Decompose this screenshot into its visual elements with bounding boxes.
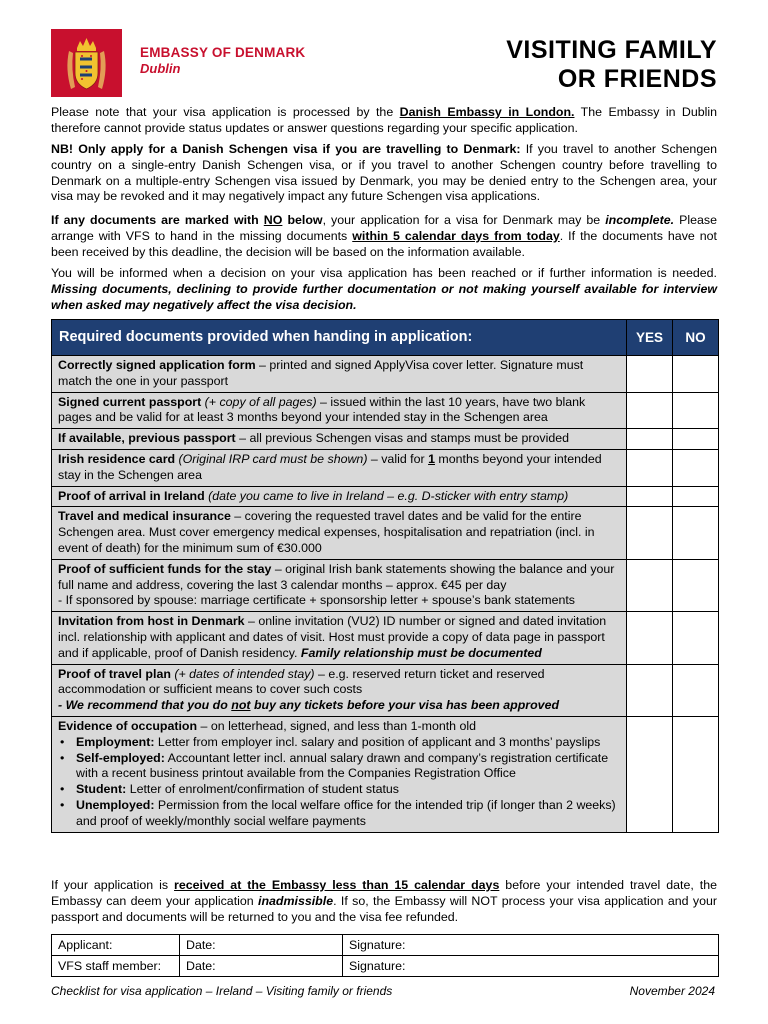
doc-current-passport: Signed current passport (+ copy of all pages) – issued within the last 10 years, have two blank pages and be valid for at least 3 months beyond your intended stay in the Schengen area: [52, 392, 627, 429]
vfs-row: [52, 956, 719, 977]
table-row: [52, 449, 719, 486]
vfs-date-field[interactable]: Date:: [180, 956, 343, 977]
yes-checkbox[interactable]: [627, 429, 673, 450]
page-title: [506, 36, 717, 94]
embassy-logo: [51, 29, 122, 97]
title-line-2: OR FRIENDS: [557, 65, 717, 93]
list-item: • Student: Letter of enrolment/confirmation of student status: [58, 782, 620, 798]
coat-of-arms-icon: [51, 29, 122, 97]
table-row: [52, 486, 719, 507]
footer: [51, 984, 717, 998]
p3-deadline: within 5 calendar days from today: [352, 228, 560, 243]
outro-inadmissible: inadmissible: [258, 893, 334, 908]
yes-checkbox[interactable]: [627, 559, 673, 611]
applicant-row: [52, 935, 719, 956]
doc-invitation: Invitation from host in Denmark – online invitation (VU2) ID number or signed and dated invitation incl. relationship with applicant and dates of visit. Host must provide a copy of data page in passport and if applicable, proof of Danish residency. Family relationship must be documented: [52, 612, 627, 664]
table-row: [52, 392, 719, 429]
embassy-city: Dublin: [140, 61, 181, 76]
p3-incomplete: incomplete.: [605, 213, 675, 227]
intro-p1-text-b: The Embassy in Dublin therefore cannot provide status updates or answer questions regarding your specific application.: [51, 105, 717, 135]
yes-column-header: YES: [627, 320, 673, 356]
no-checkbox[interactable]: [673, 429, 719, 450]
doc-previous-passport: If available, previous passport – all previous Schengen visas and stamps must be provided: [52, 429, 627, 450]
london-embassy-text: Danish Embassy in London.: [399, 105, 575, 119]
nb-text: If you travel to another Schengen country on a single-entry Danish Schengen visa, or if you travel to another Schengen country before travelling to Denmark on a multiple-entry Schengen visa issued by Denmark, you may be denied entry to the Schengen area, your visa may be revoked and it may negatively impact any future Schengen visa applications.: [51, 142, 717, 204]
outro-paragraph: [51, 878, 717, 925]
no-checkbox[interactable]: [673, 716, 719, 832]
outro-text-c: . If so, the Embassy will NOT process your visa application and your passport and documents will be returned to you and the visa fee refunded.: [51, 893, 717, 924]
doc-residence-card: Irish residence card (Original IRP card must be shown) – valid for 1 months beyond your intended stay in the Schengen area: [52, 449, 627, 486]
intro-paragraph-3: [51, 213, 717, 260]
title-line-1: VISITING FAMILY: [506, 36, 717, 64]
doc-application-form: Correctly signed application form – printed and signed ApplyVisa cover letter. Signature must match the one in your passport: [52, 356, 627, 393]
table-row: [52, 716, 719, 832]
intro-p1-text: Please note that your visa application is processed by the: [51, 105, 400, 119]
required-documents-table: [51, 319, 719, 833]
no-column-header: NO: [673, 320, 719, 356]
p4-warning: Missing documents, declining to provide further documentation or not making yourself available for interview when asked may negatively affect the visa decision.: [51, 281, 717, 312]
outro-text-b: before your intended travel date, the Embassy can deem your application: [51, 878, 717, 908]
no-checkbox[interactable]: [673, 392, 719, 429]
doc-sufficient-funds: Proof of sufficient funds for the stay – original Irish bank statements showing the balance and your full name and address, covering the last 3 calendar months – approx. €45 per day - If sponsored by spouse: marriage certificate + sponsorship letter + spouse’s bank statements: [52, 559, 627, 611]
list-item: • Unemployed: Permission from the local welfare office for the intended trip (if longer than 2 weeks) and proof of weekly/monthly social welfare payments: [58, 798, 620, 830]
yes-checkbox[interactable]: [627, 664, 673, 716]
embassy-name: [140, 45, 305, 76]
table-row: [52, 612, 719, 664]
outro-text-a: If your application is: [51, 878, 175, 892]
applicant-date-field[interactable]: Date:: [180, 935, 343, 956]
doc-travel-plan: Proof of travel plan (+ dates of intended stay) – e.g. reserved return ticket and reserved accommodation or sufficient means to cover such costs - We recommend that you do not buy any tickets before your visa has been approved: [52, 664, 627, 716]
no-checkbox[interactable]: [673, 612, 719, 664]
p3-text-c: . If the documents have not been received by this deadline, the decision will be based on the information available.: [51, 228, 718, 259]
outro-deadline: received at the Embassy less than 15 calendar days: [174, 878, 500, 892]
list-item: • Employment: Letter from employer incl. salary and position of applicant and 3 months’ payslips: [58, 735, 620, 751]
doc-occupation: Evidence of occupation – on letterhead, signed, and less than 1-month old • Employment: Letter from employer incl. salary and position of applicant and 3 months’ payslips • Self-employed: Accountant letter incl. annual salary drawn and company’s registration certificate with a recent business printout available from the Companies Registration Office • Student: Letter of enrolment/confirmation of student status • Unemployed: Permission from the local welfare office for the intended trip (if longer than 2 weeks) and proof of weekly/monthly social welfare payments: [52, 716, 627, 832]
table-row: [52, 559, 719, 611]
no-checkbox[interactable]: [673, 664, 719, 716]
doc-proof-of-arrival: Proof of arrival in Ireland (date you came to live in Ireland – e.g. D-sticker with entry stamp): [52, 486, 627, 507]
nb-notice: NB! Only apply for a Danish Schengen visa if you are travelling to Denmark:: [51, 142, 521, 156]
yes-checkbox[interactable]: [627, 507, 673, 559]
intro-paragraph-2: [51, 142, 717, 205]
yes-checkbox[interactable]: [627, 356, 673, 393]
intro-paragraph-1: [51, 105, 717, 137]
embassy-name-line: EMBASSY OF DENMARK: [140, 45, 306, 60]
footer-left: Checklist for visa application – Ireland – Visiting family or friends: [51, 984, 393, 998]
no-checkbox[interactable]: [673, 356, 719, 393]
p3-text-a: , your application for a visa for Denmark may be: [322, 213, 606, 227]
footer-date: November 2024: [629, 984, 715, 998]
yes-checkbox[interactable]: [627, 449, 673, 486]
yes-checkbox[interactable]: [627, 716, 673, 832]
occupation-list: [58, 735, 620, 830]
table-header-title: Required documents provided when handing in application:: [52, 320, 627, 356]
list-item: • Self-employed: Accountant letter incl. annual salary drawn and company’s registration certificate with a recent business printout available from the Companies Registration Office: [58, 751, 620, 783]
p3-bold: If any documents are marked with: [51, 213, 264, 227]
vfs-signature-field[interactable]: Signature:: [343, 956, 719, 977]
p3-no: NO: [263, 213, 283, 227]
yes-checkbox[interactable]: [627, 612, 673, 664]
intro-paragraph-4: [51, 266, 717, 313]
p4-text: You will be informed when a decision on your visa application has been reached or if further information is needed.: [51, 266, 717, 280]
doc-insurance: Travel and medical insurance – covering the requested travel dates and be valid for the entire Schengen area. Must cover emergency medical expenses, hospitalisation and repatriation (incl. in event of death) for the minimum sum of €30.000: [52, 507, 627, 559]
no-checkbox[interactable]: [673, 449, 719, 486]
table-row: [52, 507, 719, 559]
vfs-label: VFS staff member:: [52, 956, 180, 977]
table-row: [52, 429, 719, 450]
yes-checkbox[interactable]: [627, 392, 673, 429]
applicant-label: Applicant:: [52, 935, 180, 956]
yes-checkbox[interactable]: [627, 486, 673, 507]
signature-table: [51, 934, 719, 977]
p3-text-b: Please arrange with VFS to hand in the missing documents: [51, 213, 717, 243]
table-header-row: [52, 320, 719, 356]
applicant-signature-field[interactable]: Signature:: [343, 935, 719, 956]
no-checkbox[interactable]: [673, 486, 719, 507]
p3-below: below: [282, 213, 323, 227]
table-row: [52, 664, 719, 716]
no-checkbox[interactable]: [673, 559, 719, 611]
no-checkbox[interactable]: [673, 507, 719, 559]
table-row: [52, 356, 719, 393]
